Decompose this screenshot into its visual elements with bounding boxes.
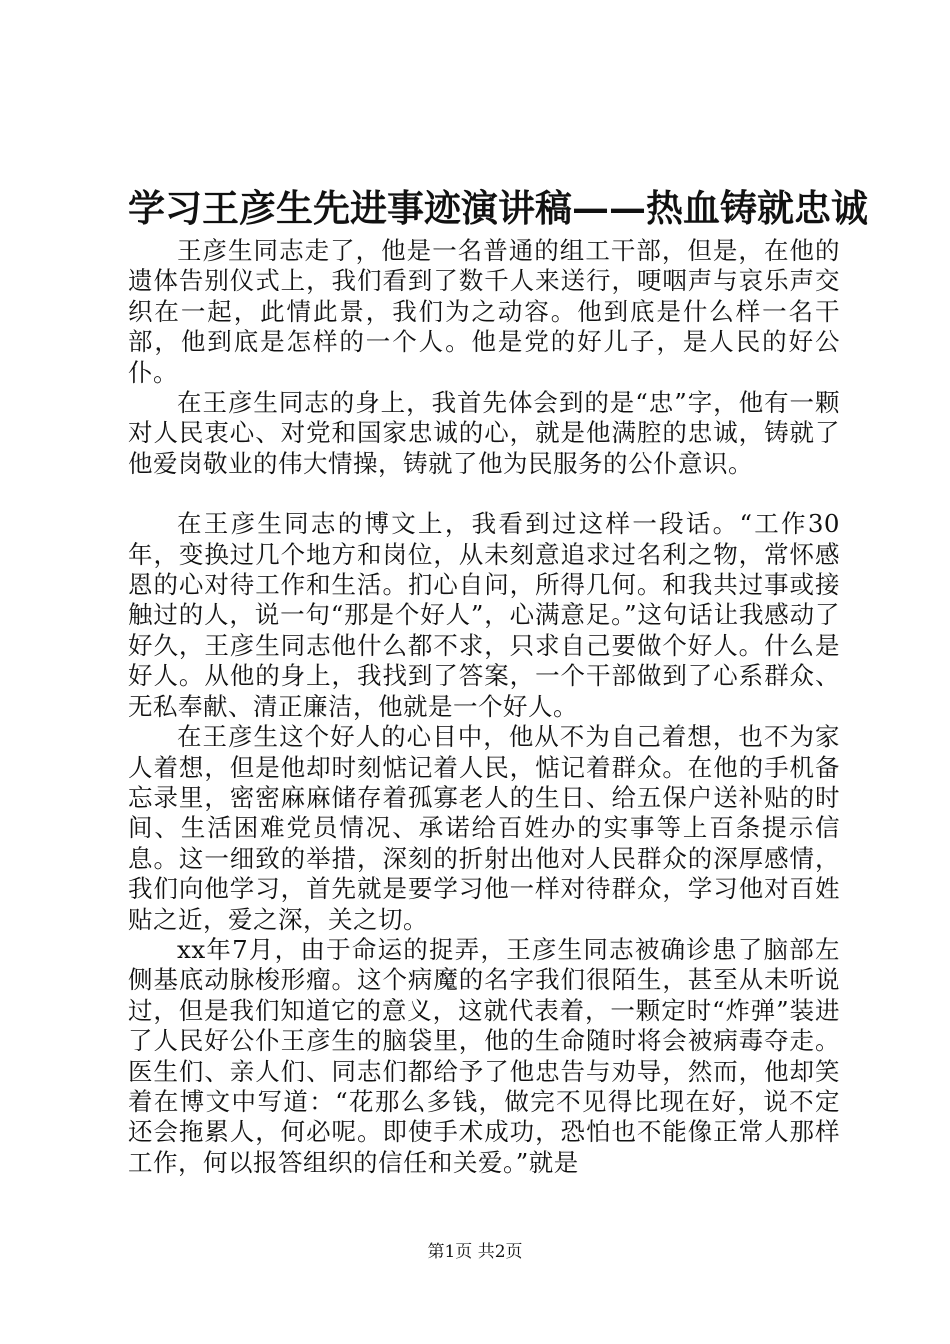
paragraph-1: 王彦生同志走了，他是一名普通的组工干部，但是，在他的遗体告别仪式上，我们看到了数千人来送行，哽咽声与哀乐声交织在一起，此情此景，我们为之动容。他到底是什么样一名干部，他到底是怎样的一个人。他是党的好儿子，是人民的好公仆。 (128, 236, 840, 387)
document-title: 学习王彦生先进事迹演讲稿——热血铸就忠诚 (128, 186, 868, 230)
document-body (128, 236, 840, 1178)
page-number-footer: 第1页 共2页 (427, 1242, 523, 1262)
paragraph-4: 在王彦生这个好人的心目中，他从不为自己着想，也不为家人着想，但是他却时刻惦记着人民，惦记着群众。在他的手机备忘录里，密密麻麻储存着孤寡老人的生日、给五保户送补贴的时间、生活困难党员情况、承诺给百姓办的实事等上百条提示信息。这一细致的举措，深刻的折射出他对人民群众的深厚感情，我们向他学习，首先就是要学习他一样对待群众，学习他对百姓贴之近，爱之深，关之切。 (128, 722, 840, 934)
paragraph-2: 在王彦生同志的身上，我首先体会到的是“忠”字，他有一颗对人民衷心、对党和国家忠诚的心，就是他满腔的忠诚，铸就了他爱岗敬业的伟大情操，铸就了他为民服务的公仆意识。 (128, 388, 840, 478)
paragraph-3: 在王彦生同志的博文上，我看到过这样一段话。“工作30年，变换过几个地方和岗位，从未刻意追求过名利之物，常怀感恩的心对待工作和生活。扪心自问，所得几何。和我共过事或接触过的人，说一句“那是个好人”，心满意足。”这句话让我感动了好久，王彦生同志他什么都不求，只求自己要做个好人。什么是好人。从他的身上，我找到了答案，一个干部做到了心系群众、无私奉献、清正廉洁，他就是一个好人。 (128, 509, 840, 721)
paragraph-5: xx年7月，由于命运的捉弄，王彦生同志被确诊患了脑部左侧基底动脉梭形瘤。这个病魔的名字我们很陌生，甚至从未听说过，但是我们知道它的意义，这就代表着，一颗定时“炸弹”装进了人民好公仆王彦生的脑袋里，他的生命随时将会被病毒夺走。医生们、亲人们、同志们都给予了他忠告与劝导，然而，他却笑着在博文中写道：“花那么多钱，做完不见得比现在好，说不定还会拖累人，何必呢。即使手术成功，恐怕也不能像正常人那样工作，何以报答组织的信任和关爱。”就是 (128, 934, 840, 1177)
